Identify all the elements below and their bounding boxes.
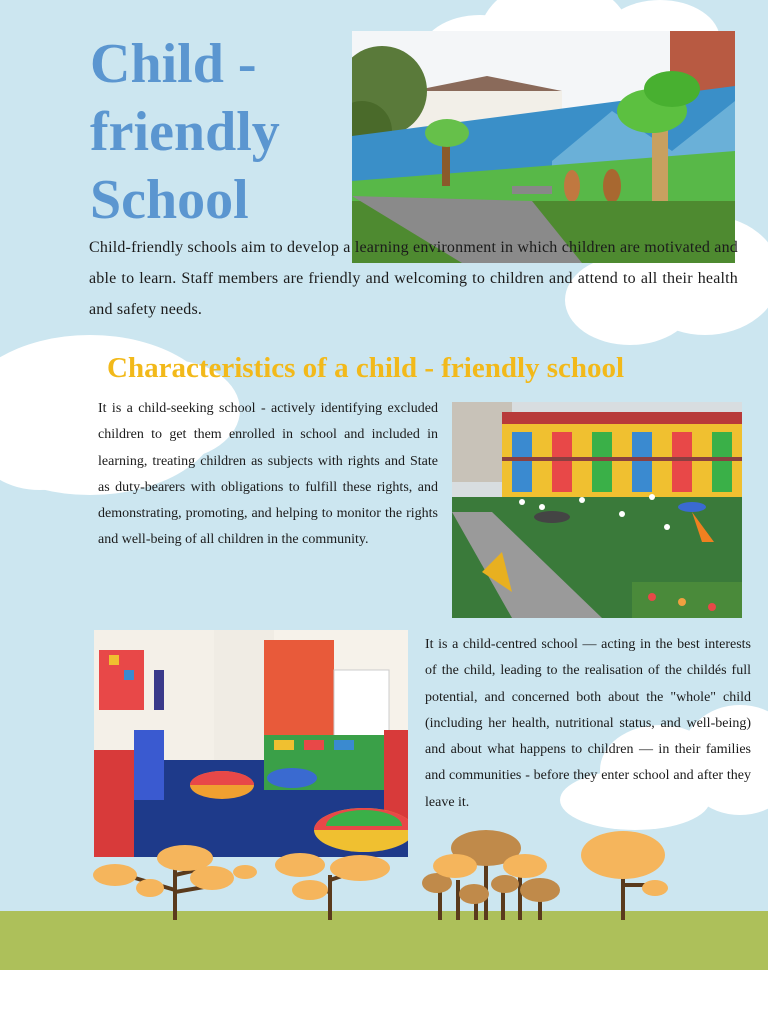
title-line-1: Child - <box>90 33 257 95</box>
title-line-3: School <box>90 169 249 231</box>
section-heading: Characteristics of a child - friendly school <box>107 352 625 384</box>
bottom-margin <box>0 970 768 1024</box>
page-title <box>90 30 350 234</box>
school-courtyard-photo <box>452 402 742 618</box>
hero-mural-photo <box>352 31 735 263</box>
title-line-2: friendly <box>90 101 280 163</box>
paragraph-child-seeking: It is a child-seeking school - actively identifying excluded children to get them enrolled in school and included in learning, treating children as subjects with rights and State as duty-bearers with obligations to fulfill these rights, and demonstrating, promoting, and helping to monitor the rights and well-being of all children in the community. <box>98 401 438 548</box>
paragraph-child-centred: It is a child-centred school — acting in the best interests of the child, leading to the realisation of the childés full potential, and concerned both about the "whole" child (including her health, nutritional status, and well-being) and about what happens to children — in their families and communities - before they enter school and after they leave it. <box>425 637 751 810</box>
intro-paragraph: Child-friendly schools aim to develop a learning environment in which children are motivated and able to learn. Staff members are friendly and welcoming to children and attend to all their health and safety needs. <box>89 239 738 318</box>
decorative-trees <box>0 820 768 920</box>
